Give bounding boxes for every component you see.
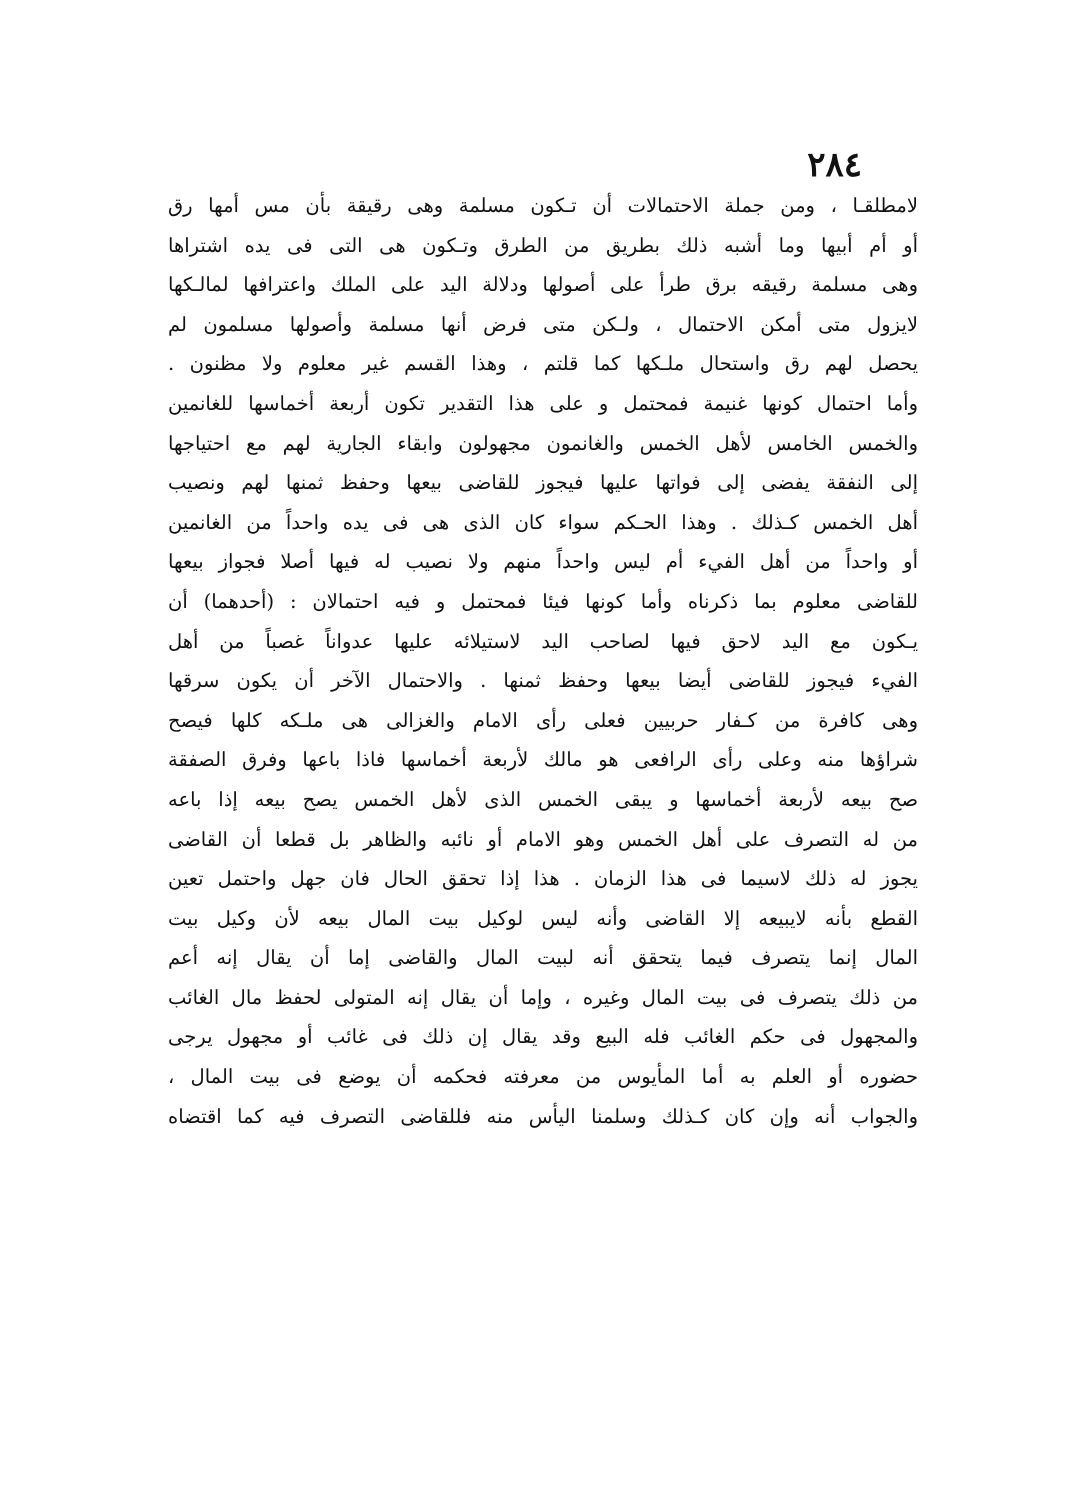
text-line: وهى كافرة من كـفار حربيين فعلى رأى الامام والغزالى هى ملـكه كلها فيصح xyxy=(168,708,918,732)
text-line: للقاضى معلوم بما ذكرناه وأما كونها فيئا فمحتمل و فيه احتمالان : (أحدهما) أن xyxy=(168,589,918,613)
text-line: حضوره أو العلم به أما المأيوس من معرفته فحكمه أن يوضع فى بيت المال ، xyxy=(168,1065,918,1089)
text-line: المال إنما يتصرف فيما يتحقق أنه لبيت المال والقاضى إما أن يقال إنه أعم xyxy=(168,946,918,970)
text-line: من ذلك يتصرف فى بيت المال وغيره ، وإما أن يقال إنه المتولى لحفظ مال الغائب xyxy=(168,985,918,1009)
page-number: ٢٨٤ xyxy=(807,145,862,185)
text-line: يحصل لهم رق واستحال ملـكها كما قلتم ، وهذا القسم غير معلوم ولا مظنون . xyxy=(168,352,918,376)
text-line: يـكون مع اليد لاحق فيها لصاحب اليد لاستيلائه عليها عدواناً غصباً من أهل xyxy=(168,629,918,653)
text-line: القطع بأنه لايبيعه إلا القاضى وأنه ليس لوكيل بيت المال بيعه لأن وكيل بيت xyxy=(168,906,918,930)
text-line: من له التصرف على أهل الخمس وهو الامام أو نائبه والظاهر بل قطعا أن القاضى xyxy=(168,827,918,851)
body-text xyxy=(168,186,918,1136)
text-line: إلى النفقة يفضى إلى فواتها عليها فيجوز للقاضى بيعها وحفظ ثمنها لهم ونصيب xyxy=(168,471,918,495)
text-line: والجواب أنه وإن كان كـذلك وسلمنا اليأس منه فللقاضى التصرف فيه كما اقتضاه xyxy=(168,1104,918,1128)
text-line: والمجهول فى حكم الغائب فله البيع وقد يقال إن ذلك فى غائب أو مجهول يرجى xyxy=(168,1025,918,1049)
text-line: أو واحداً من أهل الفيء أم ليس واحداً منهم ولا نصيب له فيها أصلا فجواز بيعها xyxy=(168,550,918,574)
text-line: وهى مسلمة رقيقه برق طرأ على أصولها ودلالة اليد على الملك واعترافها لمالـكها xyxy=(168,273,918,297)
text-line: وأما احتمال كونها غنيمة فمحتمل و على هذا التقدير تكون أربعة أخماسها للغانمين xyxy=(168,391,918,415)
text-line: صح بيعه لأربعة أخماسها و يبقى الخمس الذى لأهل الخمس يصح بيعه إذا باعه xyxy=(168,787,918,811)
text-line: لامطلقـا ، ومن جملة الاحتمالات أن تـكون مسلمة وهى رقيقة بأن مس أمها رق xyxy=(168,194,918,217)
text-line: لايزول متى أمكن الاحتمال ، ولـكن متى فرض أنها مسلمة وأصولها مسلمون لم xyxy=(168,312,918,336)
text-line: أو أم أبيها وما أشبه ذلك بطريق من الطرق وتـكون هى التى فى يده اشتراها xyxy=(168,233,918,257)
text-line: يجوز له ذلك لاسيما فى هذا الزمان . هذا إذا تحقق الحال فان جهل واحتمل تعين xyxy=(168,867,918,891)
text-line: الفيء فيجوز للقاضى أيضا بيعها وحفظ ثمنها . والاحتمال الآخر أن يكون سرقها xyxy=(168,669,918,693)
text-line: والخمس الخامس لأهل الخمس والغانمون مجهولون وابقاء الجارية لهم مع احتياجها xyxy=(168,431,918,455)
text-line: شراؤها منه وعلى رأى الرافعى هو مالك لأربعة أخماسها فاذا باعها وفرق الصفقة xyxy=(168,748,918,772)
text-line: أهل الخمس كـذلك . وهذا الحـكم سواء كان الذى هى فى يده واحداً من الغانمين xyxy=(168,510,918,534)
